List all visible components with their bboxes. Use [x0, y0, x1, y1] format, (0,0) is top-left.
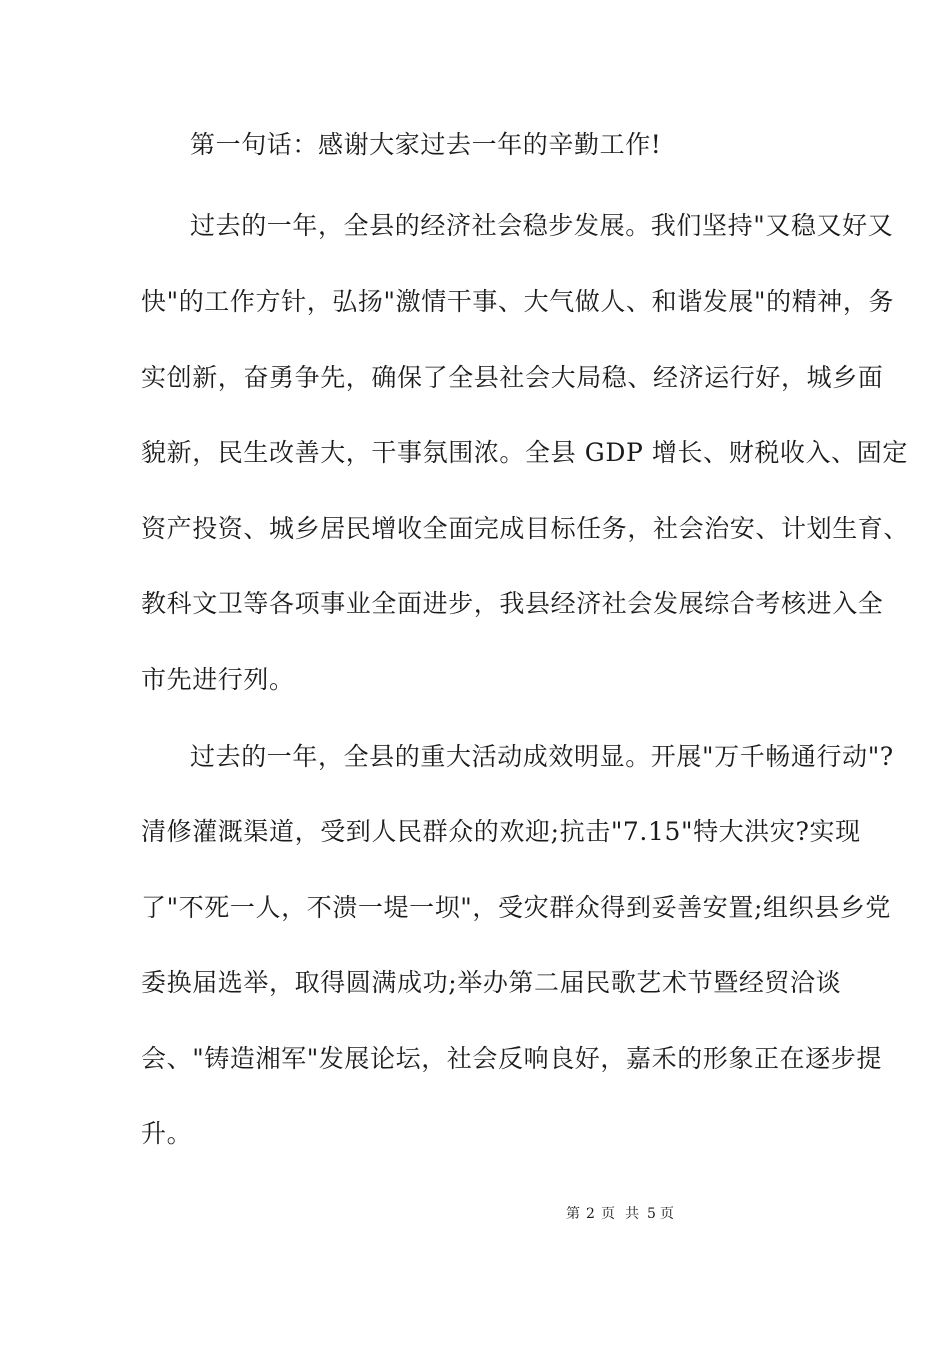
paragraph-2-line-3: 实创新，奋勇争先，确保了全县社会大局稳、经济运行好，城乡面 [141, 363, 884, 392]
paragraph-3-line-1: 过去的一年，全县的重大活动成效明显。开展"万千畅通行动"? [190, 742, 894, 771]
paragraph-2-line-2: 快"的工作方针，弘扬"激情干事、大气做人、和谐发展"的精神，务 [141, 287, 895, 316]
footer-prefix: 第 [566, 1206, 580, 1222]
paragraph-3-line-2: 清修灌溉渠道，受到人民群众的欢迎;抗击"7.15"特大洪灾?实现 [141, 817, 861, 846]
footer-current-page: 2 [586, 1206, 595, 1222]
footer-total-pages: 5 [647, 1206, 656, 1222]
paragraph-3-line-4: 委换届选举，取得圆满成功;举办第二届民歌艺术节暨经贸洽谈 [141, 968, 842, 997]
paragraph-3-line-6: 升。 [141, 1119, 193, 1148]
paragraph-2-line-1: 过去的一年，全县的经济社会稳步发展。我们坚持"又稳又好又 [190, 211, 894, 240]
paragraph-2-line-5: 资产投资、城乡居民增收全面完成目标任务，社会治安、计划生育、 [141, 514, 910, 543]
paragraph-1-line-1: 第一句话：感谢大家过去一年的辛勤工作! [190, 130, 662, 159]
paragraph-3-line-5: 会、"铸造湘军"发展论坛，社会反响良好，嘉禾的形象正在逐步提 [141, 1044, 883, 1073]
paragraph-3-line-3: 了"不死一人，不溃一堤一坝"，受灾群众得到妥善安置;组织县乡党 [141, 893, 892, 922]
footer-page-label: 页 [601, 1206, 615, 1222]
paragraph-2-line-6: 教科文卫等各项事业全面进步，我县经济社会发展综合考核进入全 [141, 589, 884, 618]
footer-total-label: 共 [625, 1206, 639, 1222]
paragraph-2-line-4: 貌新，民生改善大，干事氛围浓。全县 GDP 增长、财税收入、固定 [141, 438, 908, 467]
footer-suffix: 页 [660, 1206, 674, 1222]
page-footer [0, 1204, 950, 1224]
paragraph-2-line-7: 市先进行列。 [141, 665, 295, 694]
